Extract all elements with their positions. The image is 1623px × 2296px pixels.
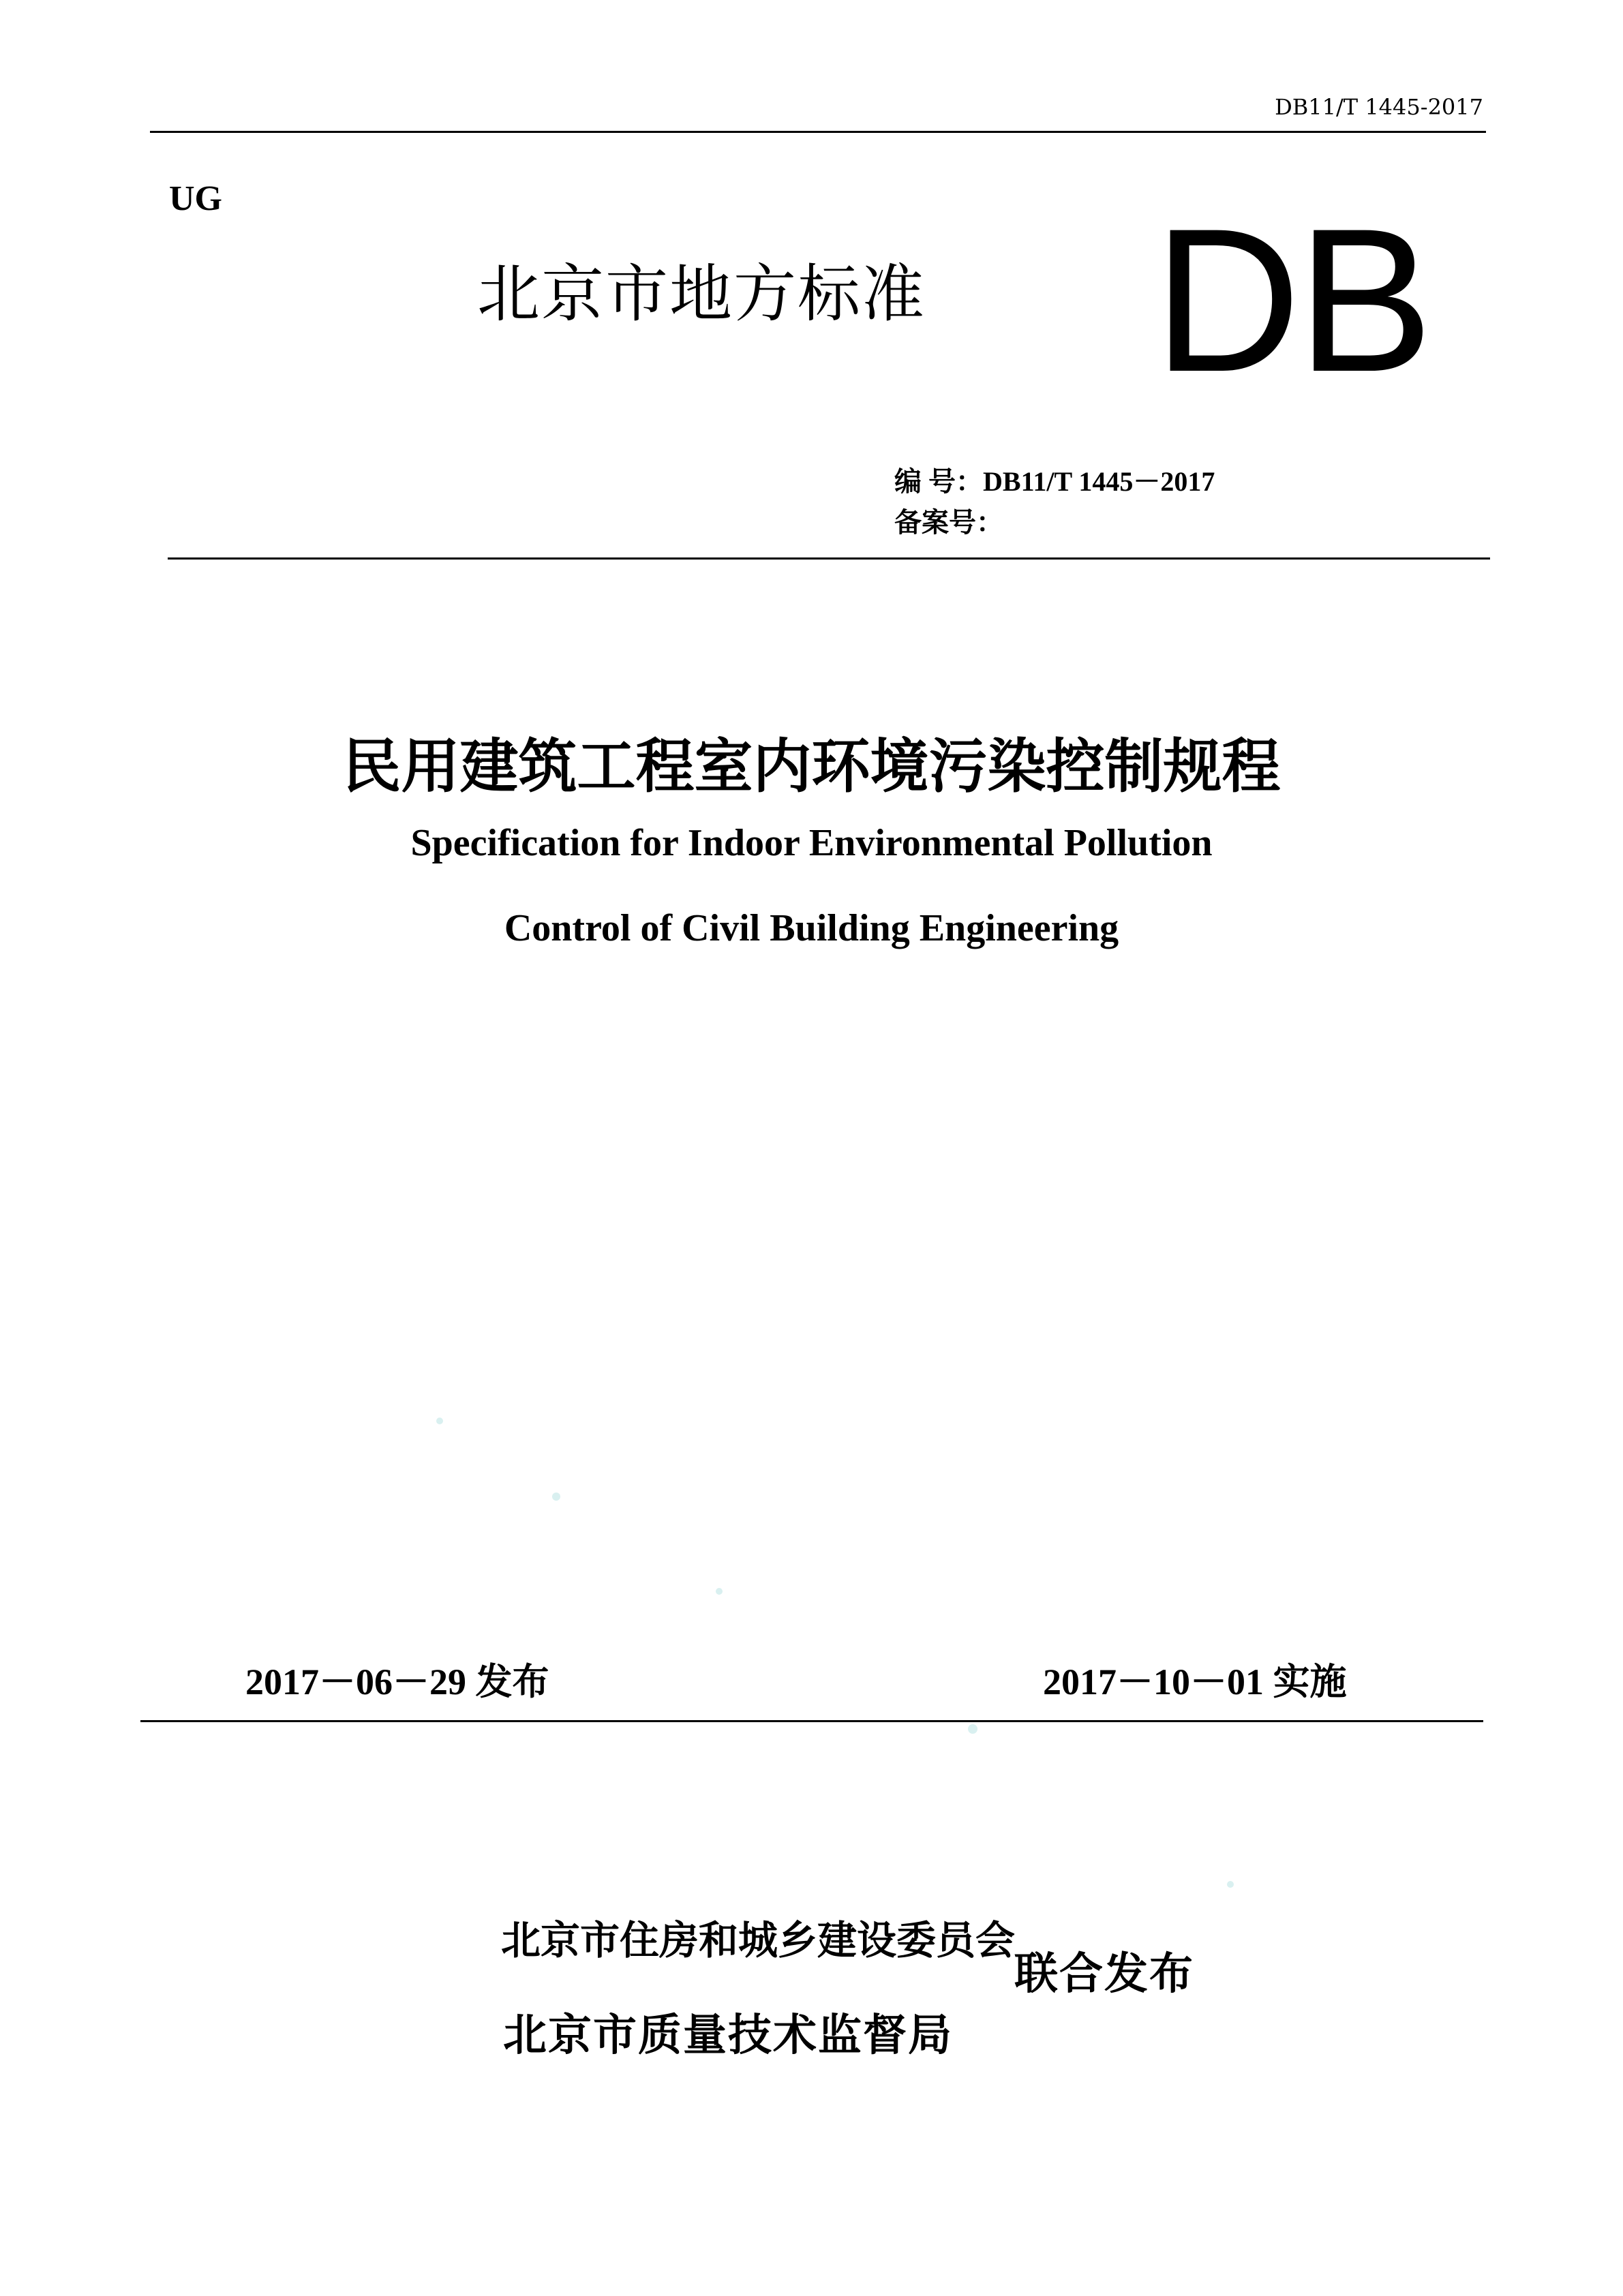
record-number-label: 备案号： [894, 507, 1003, 538]
publisher-housing-commission: 北京市住房和城乡建设委员会 [501, 1917, 1016, 1963]
scan-speck [552, 1493, 560, 1501]
scan-speck [716, 1588, 723, 1595]
issue-date: 2017－06－29 发布 [245, 1662, 549, 1702]
standard-name: 北京市地方标准 [477, 258, 926, 331]
document-title-chinese: 民用建筑工程室内环境污染控制规程 [342, 733, 1281, 801]
implementation-date: 2017－10－01 实施 [1043, 1662, 1347, 1702]
publisher-quality-bureau: 北京市质量技术监督局 [503, 2010, 953, 2061]
document-title-english-line2: Control of Civil Building Engineering [504, 907, 1119, 949]
header-doc-code: DB11/T 1445-2017 [1275, 94, 1483, 120]
document-title-english-line1: Specification for Indoor Environmental Pollution [410, 822, 1213, 864]
meta-rule [168, 557, 1490, 560]
header-rule [150, 131, 1486, 133]
scan-speck [1227, 1881, 1234, 1888]
record-number [894, 501, 1003, 540]
db-logo: DB [1153, 185, 1429, 414]
joint-release-label: 联合发布 [1014, 1949, 1194, 2000]
scan-speck [436, 1418, 443, 1424]
standard-number-label: 编 号： [894, 466, 983, 497]
scan-speck [968, 1724, 977, 1734]
date-rule [140, 1720, 1483, 1722]
standard-number [894, 460, 1215, 499]
classification-code: UG [169, 179, 222, 218]
standard-number-value: DB11/T 1445－2017 [983, 466, 1215, 497]
